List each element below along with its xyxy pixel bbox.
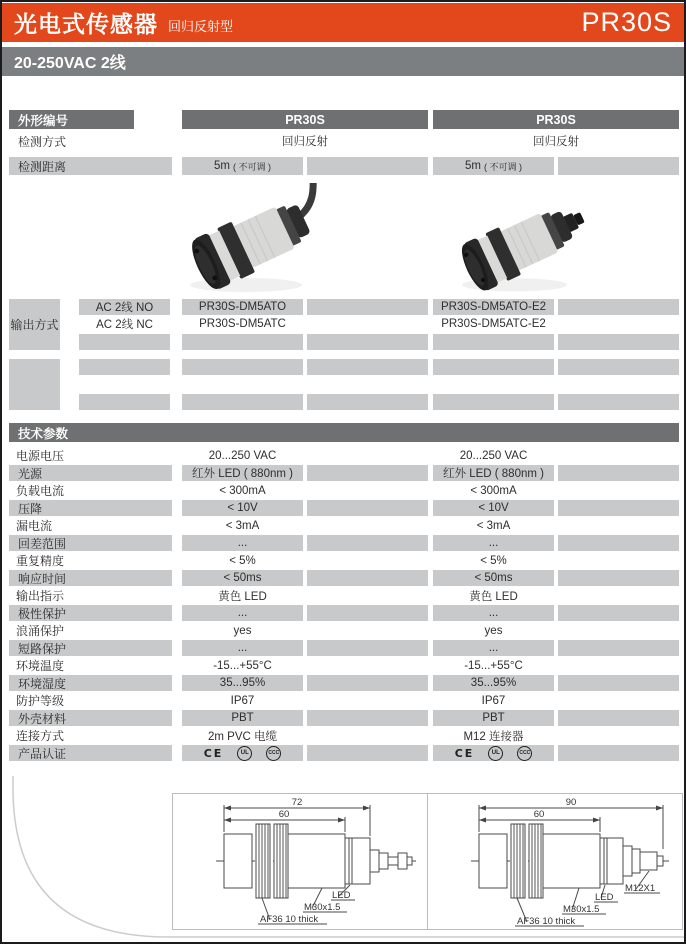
- sensor-type-label: 回归反射型: [168, 19, 234, 34]
- empty-cell: [307, 394, 428, 410]
- tech-row-polarity-protection: [2, 605, 684, 623]
- tech-row-light-source: [2, 465, 684, 483]
- m12-connector-label: M12X1: [625, 883, 656, 894]
- row-value-col1: -15...+55°C: [213, 659, 272, 672]
- dim-body-length: 60: [278, 809, 290, 820]
- row-label: 输出指示: [16, 589, 65, 604]
- empty-cell: [558, 334, 679, 350]
- row-label: 短路保护: [9, 640, 172, 656]
- led-label: LED: [595, 892, 614, 903]
- row-label: 浪涌保护: [16, 624, 65, 639]
- dimension-drawing-connector: [427, 793, 683, 930]
- empty-cell: [558, 299, 679, 315]
- empty-cell: [433, 394, 554, 410]
- tech-row-connection: [2, 727, 684, 745]
- row-label: 极性保护: [9, 605, 172, 621]
- row-value-col2: < 3mA: [476, 519, 511, 532]
- detection-range-label: 检测距离: [9, 157, 172, 175]
- row-value-col1: < 300mA: [219, 484, 266, 497]
- row-value-col2: 红外 LED ( 880nm ): [433, 465, 554, 481]
- row-value-col1: ...: [182, 605, 303, 621]
- dim-body-length: 60: [533, 809, 545, 820]
- detection-mode-col1: 回归反射: [282, 136, 328, 148]
- tech-row-housing-material: [2, 710, 684, 728]
- empty-cell: [558, 675, 679, 691]
- model-dm5ato-e2: PR30S-DM5ATO-E2: [433, 299, 554, 315]
- row-label: 防护等级: [16, 694, 65, 709]
- tech-table: [2, 447, 684, 762]
- empty-cell: [307, 675, 428, 691]
- tech-row-output-indicator: [2, 587, 684, 605]
- tech-row-certification: [2, 745, 684, 763]
- empty-cell: [558, 745, 679, 761]
- empty-cell: [307, 157, 428, 175]
- nut-label: AF36 10 thick: [517, 916, 576, 927]
- empty-cell: [307, 465, 428, 481]
- empty-cell: [307, 535, 428, 551]
- thread-label: M30x1.5: [563, 904, 600, 915]
- voltage-band: [2, 47, 684, 76]
- range-value: 5m: [214, 160, 230, 172]
- dimension-drawing-cable: [172, 793, 428, 930]
- output-no-sublabel: AC 2线 NO: [79, 299, 170, 315]
- row-value-col1: < 3mA: [225, 519, 260, 532]
- row-value-col1: 35...95%: [182, 675, 303, 691]
- tech-section-header: 技术参数: [9, 423, 679, 442]
- empty-cell: [433, 359, 554, 375]
- empty-cell: [558, 570, 679, 586]
- empty-cell: [307, 570, 428, 586]
- row-label: 响应时间: [9, 570, 172, 586]
- empty-cell: [182, 359, 303, 375]
- row-value-col1: < 5%: [229, 554, 256, 567]
- empty-cell: [307, 640, 428, 656]
- empty-cell: [307, 299, 428, 315]
- range-note: ( 不可调 ): [483, 161, 522, 172]
- certification-marks-col2: [433, 745, 554, 761]
- empty-cell: [558, 605, 679, 621]
- empty-cell: [307, 334, 428, 350]
- dim-overall-length: 90: [565, 797, 577, 808]
- row-value-col2: ...: [433, 605, 554, 621]
- row-label: 重复精度: [16, 554, 65, 569]
- empty-cell: [182, 394, 303, 410]
- tech-row-protection-rating: [2, 692, 684, 710]
- tech-row-repeatability: [2, 552, 684, 570]
- row-label: 光源: [9, 465, 172, 481]
- model-dm5ato: PR30S-DM5ATO: [182, 299, 303, 315]
- tech-row-supply-voltage: [2, 447, 684, 465]
- detection-mode-label: 检测方式: [18, 134, 67, 149]
- empty-cell: [558, 535, 679, 551]
- ul-mark-icon: UL: [488, 746, 503, 761]
- empty-cell: [79, 359, 170, 375]
- row-value-col1: 2m PVC 电缆: [207, 730, 277, 743]
- row-value-col1: 20...250 VAC: [208, 449, 277, 462]
- row-value-col1: ...: [182, 535, 303, 551]
- row-label: 电源电压: [16, 449, 65, 464]
- row-label: 连接方式: [16, 729, 65, 744]
- header-bar: [2, 3, 684, 42]
- empty-cell: [307, 605, 428, 621]
- empty-cell: [558, 500, 679, 516]
- empty-cell: [558, 465, 679, 481]
- ul-mark-icon: UL: [237, 746, 252, 761]
- row-value-col2: yes: [484, 624, 503, 637]
- row-value-col1: 黄色 LED: [218, 590, 267, 603]
- model-dm5atc: PR30S-DM5ATC: [199, 318, 286, 331]
- row-value-col2: 黄色 LED: [469, 590, 518, 603]
- empty-cell: [558, 640, 679, 656]
- tech-row-ambient-humidity: [2, 675, 684, 693]
- row-value-col2: < 50ms: [433, 570, 554, 586]
- model-dm5atc-e2: PR30S-DM5ATC-E2: [441, 318, 546, 331]
- row-value-col1: PBT: [182, 710, 303, 726]
- empty-cell: [433, 334, 554, 350]
- tech-row-short-circuit-protection: [2, 640, 684, 658]
- certification-marks-col1: [182, 745, 303, 761]
- row-value-col1: < 50ms: [182, 570, 303, 586]
- thread-label: M30x1.5: [304, 902, 341, 913]
- product-photo-connector-version: [449, 189, 593, 297]
- spare-block: [2, 358, 684, 411]
- row-value-col1: yes: [233, 624, 252, 637]
- output-mode-label: 输出方式: [9, 299, 60, 350]
- empty-cell: [558, 157, 679, 175]
- row-value-col1: IP67: [230, 694, 255, 707]
- row-value-col2: ...: [433, 640, 554, 656]
- page-title: 光电式传感器: [14, 11, 158, 37]
- nut-label: AF36 10 thick: [260, 914, 319, 925]
- row-value-col1: 红外 LED ( 880nm ): [182, 465, 303, 481]
- tech-row-hysteresis: [2, 535, 684, 553]
- tech-row-leakage-current: [2, 517, 684, 535]
- voltage-band-label: 20-250VAC 2线: [14, 55, 126, 72]
- output-nc-sublabel: AC 2线 NC: [96, 319, 153, 332]
- tech-row-surge-protection: [2, 622, 684, 640]
- row-label: 环境湿度: [9, 675, 172, 691]
- row-label: 外壳材料: [9, 710, 172, 726]
- corner-header: 外形编号: [9, 110, 134, 129]
- empty-cell: [79, 394, 170, 410]
- row-label: 回差范围: [9, 535, 172, 551]
- ccc-mark-icon: CCC: [517, 746, 532, 761]
- ce-mark-icon: CE: [203, 746, 224, 760]
- row-value-col2: < 300mA: [470, 484, 517, 497]
- tech-row-load-current: [2, 482, 684, 500]
- empty-cell: [307, 359, 428, 375]
- tech-row-ambient-temperature: [2, 657, 684, 675]
- empty-cell: [182, 334, 303, 350]
- row-value-col2: PBT: [433, 710, 554, 726]
- model-number: PR30S: [581, 7, 672, 37]
- row-value-col2: -15...+55°C: [464, 659, 523, 672]
- row-value-col1: ...: [182, 640, 303, 656]
- range-value: 5m: [465, 160, 481, 172]
- column1-header: PR30S: [182, 110, 428, 129]
- tech-row-voltage-drop: [2, 500, 684, 518]
- tech-row-response-time: [2, 570, 684, 588]
- ccc-mark-icon: CCC: [266, 746, 281, 761]
- empty-cell: [307, 710, 428, 726]
- row-label: 负载电流: [16, 484, 65, 499]
- dim-overall-length: 72: [291, 797, 303, 808]
- detection-mode-col2: 回归反射: [533, 136, 579, 148]
- empty-cell: [79, 334, 170, 350]
- row-value-col2: ...: [433, 535, 554, 551]
- row-value-col2: < 10V: [433, 500, 554, 516]
- empty-cell: [558, 394, 679, 410]
- empty-cell: [307, 500, 428, 516]
- output-row-no: [2, 298, 684, 316]
- column2-header: PR30S: [433, 110, 679, 129]
- row-value-col2: M12 连接器: [463, 730, 524, 743]
- row-label: 产品认证: [9, 745, 172, 761]
- spare-row-empty: [2, 393, 684, 411]
- empty-cell: [558, 359, 679, 375]
- output-block: [2, 298, 684, 351]
- row-value-col2: 20...250 VAC: [459, 449, 528, 462]
- led-label: LED: [332, 890, 351, 901]
- range-note: ( 不可调 ): [232, 161, 271, 172]
- product-photo-cable-version: [178, 183, 328, 298]
- row-value-col1: < 10V: [182, 500, 303, 516]
- row-label: 漏电流: [16, 519, 53, 534]
- empty-cell: [307, 745, 428, 761]
- output-row-empty: [2, 333, 684, 351]
- detection-range-col1: [182, 157, 303, 175]
- row-value-col2: IP67: [481, 694, 506, 707]
- detection-range-col2: [433, 157, 554, 175]
- row-value-col2: < 5%: [480, 554, 507, 567]
- output-row-nc: [2, 316, 684, 334]
- row-label: 环境温度: [16, 659, 65, 674]
- row-value-col2: 35...95%: [433, 675, 554, 691]
- spare-row-empty: [2, 358, 684, 376]
- empty-cell: [558, 710, 679, 726]
- row-label: 压降: [9, 500, 172, 516]
- ce-mark-icon: CE: [454, 746, 475, 760]
- spare-row-white: [2, 376, 684, 394]
